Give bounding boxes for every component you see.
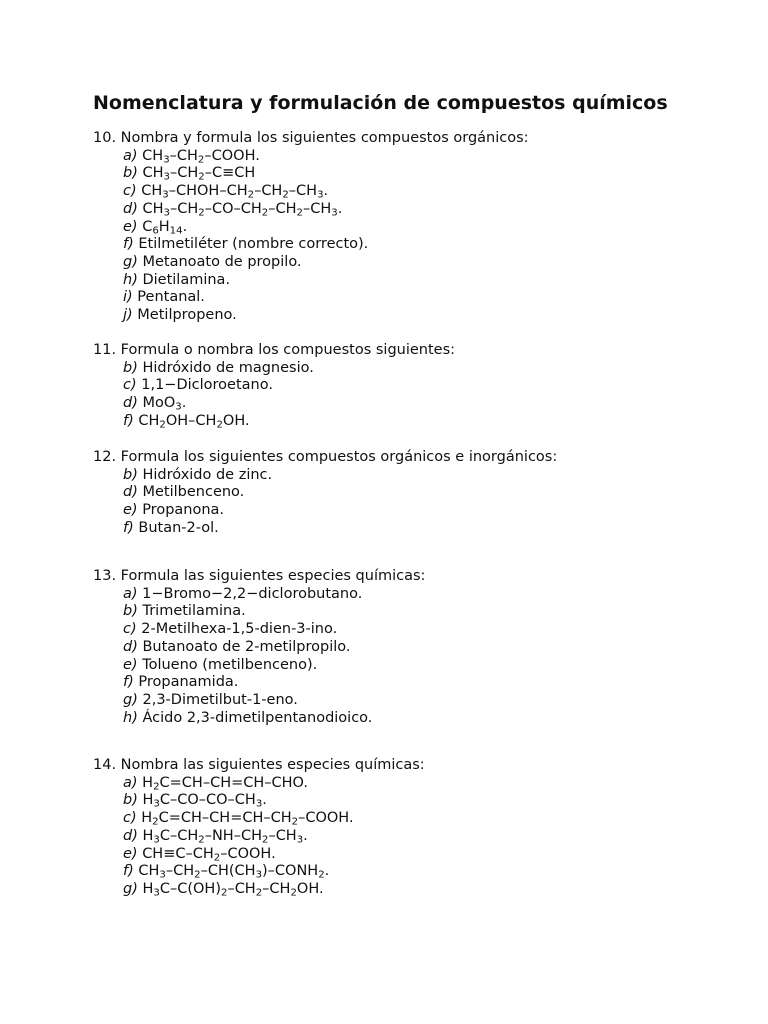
list-item xyxy=(93,165,713,183)
item-text: Hidróxido de magnesio. xyxy=(142,359,314,376)
item-text: $H_2C=CH-CH=CH-CH_2$–COOH. xyxy=(141,810,354,828)
list-item xyxy=(93,810,713,828)
item-letter: f) xyxy=(123,863,134,880)
item-text: $CH_3-CH_2-CO-CH_2-CH_2-CH_3$. xyxy=(142,200,343,219)
item-text: Metilbenceno. xyxy=(142,484,245,501)
item-text: Etilmetiléter (nombre correcto). xyxy=(138,236,369,253)
item-letter: b) xyxy=(123,792,138,809)
item-letter: d) xyxy=(123,395,138,412)
list-item xyxy=(93,792,713,810)
list-item xyxy=(93,674,713,692)
item-letter: f) xyxy=(123,236,134,253)
exercise-heading: 13. Formula las siguientes especies químicas: xyxy=(93,568,426,584)
item-letter: g) xyxy=(123,253,138,270)
item-text: 2-Metilhexa-1,5-dien-3-ino. xyxy=(141,621,338,638)
item-text: $H_2C=CH-CH=CH$–CHO. xyxy=(142,774,308,793)
list-item xyxy=(93,467,713,485)
item-text: $H_3C-C(OH)_2-CH_2-CH_2OH$. xyxy=(142,880,324,899)
item-letter: e) xyxy=(123,218,138,235)
item-letter: c) xyxy=(123,810,137,827)
list-item xyxy=(93,307,713,325)
item-letter: d) xyxy=(123,200,138,217)
item-text: Butan-2-ol. xyxy=(138,519,219,536)
item-text: Ácido 2,3-dimetilpentanodioico. xyxy=(142,709,373,726)
item-letter: a) xyxy=(123,585,138,602)
item-letter: f) xyxy=(123,519,134,536)
item-letter: j) xyxy=(123,307,133,324)
item-letter: e) xyxy=(123,502,138,519)
list-item xyxy=(93,502,713,520)
item-text: $CH_3-CH_2-C\equiv CH$ xyxy=(142,165,256,183)
item-text: $C_6H_{14}$. xyxy=(142,218,188,237)
list-item xyxy=(93,657,713,675)
item-text: $CH_3-CH_2$–COOH. xyxy=(142,147,260,166)
item-text: Trimetilamina. xyxy=(142,603,246,620)
item-letter: f) xyxy=(123,412,134,429)
item-letter: h) xyxy=(123,709,138,726)
item-letter: a) xyxy=(123,774,138,791)
item-text: Tolueno (metilbenceno). xyxy=(142,656,318,673)
list-item xyxy=(93,236,713,254)
item-letter: b) xyxy=(123,359,138,376)
list-item xyxy=(93,621,713,639)
list-item xyxy=(93,413,713,431)
list-item xyxy=(93,289,713,307)
item-text: 2,3-Dimetilbut-1-eno. xyxy=(142,691,298,708)
list-item xyxy=(93,881,713,899)
list-item xyxy=(93,586,713,604)
item-letter: b) xyxy=(123,603,138,620)
item-text: $H_3C-CO-CO-CH_3$. xyxy=(142,792,267,810)
list-item xyxy=(93,710,713,728)
item-letter: c) xyxy=(123,377,137,394)
list-item xyxy=(93,219,713,237)
exercise-heading: 11. Formula o nombra los compuestos siguientes: xyxy=(93,342,456,358)
exercise-heading: 10. Nombra y formula los siguientes compuestos orgánicos: xyxy=(93,130,529,146)
list-item xyxy=(93,360,713,378)
item-letter: d) xyxy=(123,638,138,655)
item-letter: g) xyxy=(123,880,138,897)
list-item xyxy=(93,775,713,793)
list-item xyxy=(93,272,713,290)
item-letter: c) xyxy=(123,183,137,200)
list-item xyxy=(93,863,713,881)
item-letter: d) xyxy=(123,827,138,844)
list-item xyxy=(93,603,713,621)
list-item xyxy=(93,484,713,502)
exercise-10 xyxy=(93,130,713,325)
item-text: MoO$_3$. xyxy=(142,395,187,413)
list-item xyxy=(93,846,713,864)
list-item xyxy=(93,183,713,201)
item-text: 1−Bromo−2,2−diclorobutano. xyxy=(142,585,363,602)
exercise-heading: 14. Nombra las siguientes especies químicas: xyxy=(93,757,425,773)
item-text: Butanoato de 2-metilpropilo. xyxy=(142,638,351,655)
list-item xyxy=(93,395,713,413)
list-item xyxy=(93,828,713,846)
item-letter: e) xyxy=(123,656,138,673)
list-item xyxy=(93,148,713,166)
item-letter: d) xyxy=(123,484,138,501)
list-item xyxy=(93,254,713,272)
exercise-12 xyxy=(93,449,713,538)
item-text: 1,1−Dicloroetano. xyxy=(141,377,273,394)
item-letter: f) xyxy=(123,674,134,691)
item-letter: h) xyxy=(123,271,138,288)
item-text: $CH\equiv C-CH_2$–COOH. xyxy=(142,845,276,864)
list-item xyxy=(93,692,713,710)
list-item xyxy=(93,639,713,657)
exercise-11 xyxy=(93,342,713,431)
list-item xyxy=(93,377,713,395)
exercise-13 xyxy=(93,568,713,727)
item-text: $CH_2OH-CH_2OH$. xyxy=(138,412,250,431)
exercise-heading: 12. Formula los siguientes compuestos orgánicos e inorgánicos: xyxy=(93,449,558,465)
item-letter: b) xyxy=(123,165,138,182)
item-text: Pentanal. xyxy=(137,289,205,306)
item-text: $H_3C-CH_2-NH-CH_2-CH_3$. xyxy=(142,827,308,846)
item-letter: c) xyxy=(123,621,137,638)
item-text: Hidróxido de zinc. xyxy=(142,466,273,483)
item-text: Dietilamina. xyxy=(142,271,231,288)
item-text: Propanona. xyxy=(142,502,225,519)
item-letter: b) xyxy=(123,466,138,483)
item-letter: e) xyxy=(123,845,138,862)
list-item xyxy=(93,201,713,219)
item-text: Metanoato de propilo. xyxy=(142,253,302,270)
item-text: Metilpropeno. xyxy=(137,307,237,324)
item-text: $CH_3-CH_2-CH(CH_3)-CONH_2$. xyxy=(138,863,330,881)
exercise-14 xyxy=(93,757,713,899)
list-item xyxy=(93,520,713,538)
item-text: Propanamida. xyxy=(138,674,239,691)
page-title: Nomenclatura y formulación de compuestos químicos xyxy=(93,92,668,114)
item-letter: g) xyxy=(123,691,138,708)
item-text: $CH_3-CHOH-CH_2-CH_2-CH_3$. xyxy=(141,183,329,201)
item-letter: i) xyxy=(123,289,133,306)
item-letter: a) xyxy=(123,147,138,164)
